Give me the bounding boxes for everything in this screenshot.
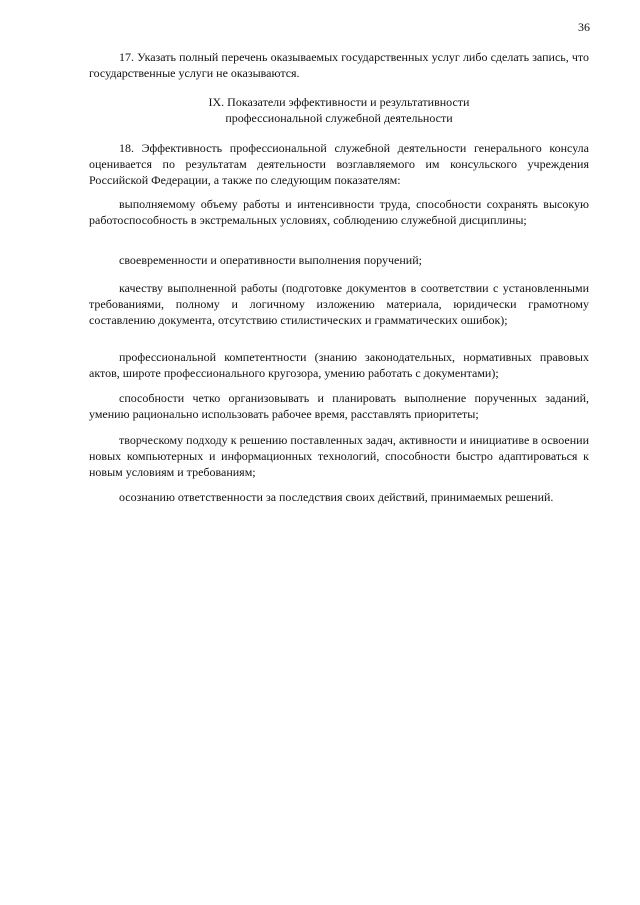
indicator-creativity: творческому подходу к решению поставленных задач, активности и инициативе в освоении новых компьютерных и информационных технологий, способности быстро адаптироваться к новым условиям и требованиям; bbox=[89, 433, 589, 479]
section-heading bbox=[89, 94, 589, 126]
indicator-quality: качеству выполненной работы (подготовке документов в соответствии с установленными требованиями, полному и логичному изложению материала, юридически грамотному составлению документа, отсутствию стилистических и грамматических ошибок); bbox=[89, 281, 589, 327]
page-number: 36 bbox=[578, 20, 590, 34]
paragraph-18: 18. Эффективность профессиональной служебной деятельности генерального консула оценивается по результатам деятельности возглавляемого им консульского учреждения Российской Федерации, а также по следующим показателям: bbox=[89, 141, 589, 187]
section-heading-line-2: профессиональной служебной деятельности bbox=[225, 111, 453, 125]
indicator-organization: способности четко организовывать и планировать выполнение порученных заданий, умению рационально использовать рабочее время, расставлять приоритеты; bbox=[89, 391, 589, 421]
indicator-responsibility: осознанию ответственности за последствия своих действий, принимаемых решений. bbox=[119, 490, 554, 504]
section-heading-line-1: IX. Показатели эффективности и результативности bbox=[208, 95, 470, 109]
indicator-competence: профессиональной компетентности (знанию законодательных, нормативных правовых актов, широте профессионального кругозора, умению работать с документами); bbox=[89, 350, 589, 380]
paragraph-17: 17. Указать полный перечень оказываемых государственных услуг либо сделать запись, что государственные услуги не оказываются. bbox=[89, 50, 589, 80]
indicator-timeliness: своевременности и оперативности выполнения поручений; bbox=[119, 253, 422, 267]
indicator-workload: выполняемому объему работы и интенсивности труда, способности сохранять высокую работоспособность в экстремальных условиях, соблюдению служебной дисциплины; bbox=[89, 197, 589, 227]
